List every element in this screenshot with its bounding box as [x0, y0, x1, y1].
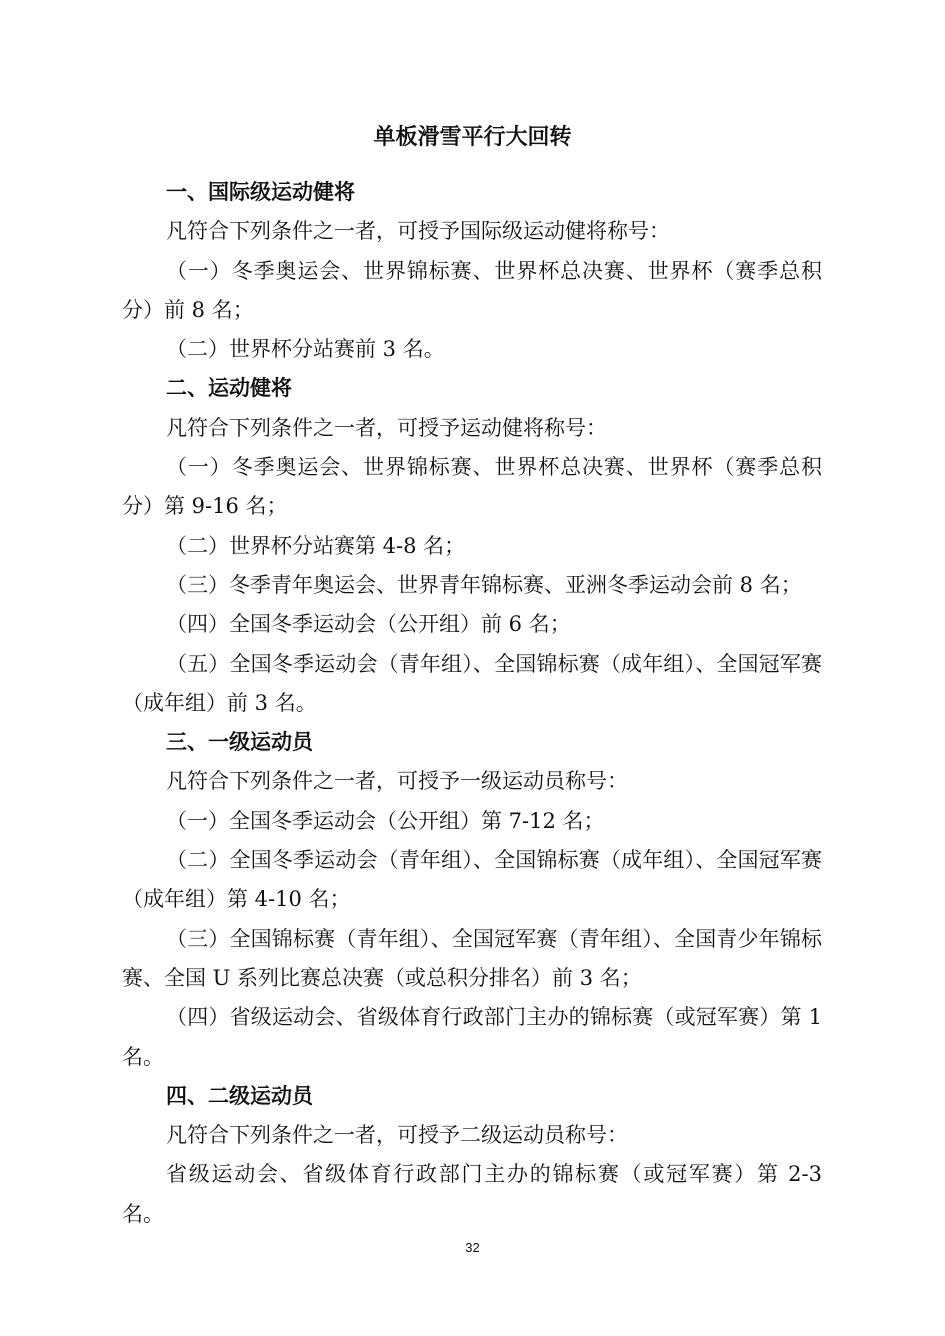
section-heading: 一、国际级运动健将	[166, 180, 355, 204]
section-heading: 四、二级运动员	[166, 1083, 313, 1108]
document-body	[122, 173, 822, 1234]
criteria-item: （一）全国冬季运动会（公开组）第 7-12 名；	[166, 808, 605, 833]
criteria-item: （一）冬季奥运会、世界锦标赛、世界杯总决赛、世界杯（赛季总积分）前 8 名；	[122, 258, 822, 322]
page-number: 32	[465, 1240, 480, 1255]
section-intro: 凡符合下列条件之一者，可授予二级运动员称号：	[166, 1123, 628, 1148]
criteria-item: （五）全国冬季运动会（青年组）、全国锦标赛（成年组）、全国冠军赛（成年组）前 3 名。	[122, 651, 822, 715]
section-intro: 凡符合下列条件之一者，可授予一级运动员称号：	[166, 769, 628, 794]
section-heading: 三、一级运动员	[166, 730, 313, 755]
criteria-item: （二）全国冬季运动会（青年组）、全国锦标赛（成年组）、全国冠军赛（成年组）第 4-10 名；	[122, 848, 822, 912]
section-intro: 凡符合下列条件之一者，可授予运动健将称号：	[166, 415, 607, 440]
section-heading: 二、运动健将	[166, 376, 292, 401]
criteria-item: （三）冬季青年奥运会、世界青年锦标赛、亚洲冬季运动会前 8 名；	[166, 572, 802, 597]
criteria-item: （四）省级运动会、省级体育行政部门主办的锦标赛（或冠军赛）第 1 名。	[122, 1005, 822, 1069]
criteria-item: （三）全国锦标赛（青年组）、全国冠军赛（青年组）、全国青少年锦标赛、全国 U 系列比赛总决赛（或总积分排名）前 3 名；	[122, 926, 822, 990]
criteria-item: （四）全国冬季运动会（公开组）前 6 名；	[166, 612, 571, 637]
criteria-item: （二）世界杯分站赛第 4-8 名；	[166, 533, 466, 558]
criteria-item: （二）世界杯分站赛前 3 名。	[166, 337, 445, 362]
criteria-item: 省级运动会、省级体育行政部门主办的锦标赛（或冠军赛）第 2-3 名。	[122, 1162, 822, 1226]
section-intro: 凡符合下列条件之一者，可授予国际级运动健将称号：	[166, 219, 670, 244]
document-title: 单板滑雪平行大回转	[373, 125, 572, 150]
criteria-item: （一）冬季奥运会、世界锦标赛、世界杯总决赛、世界杯（赛季总积分）第 9-16 名；	[122, 455, 822, 519]
